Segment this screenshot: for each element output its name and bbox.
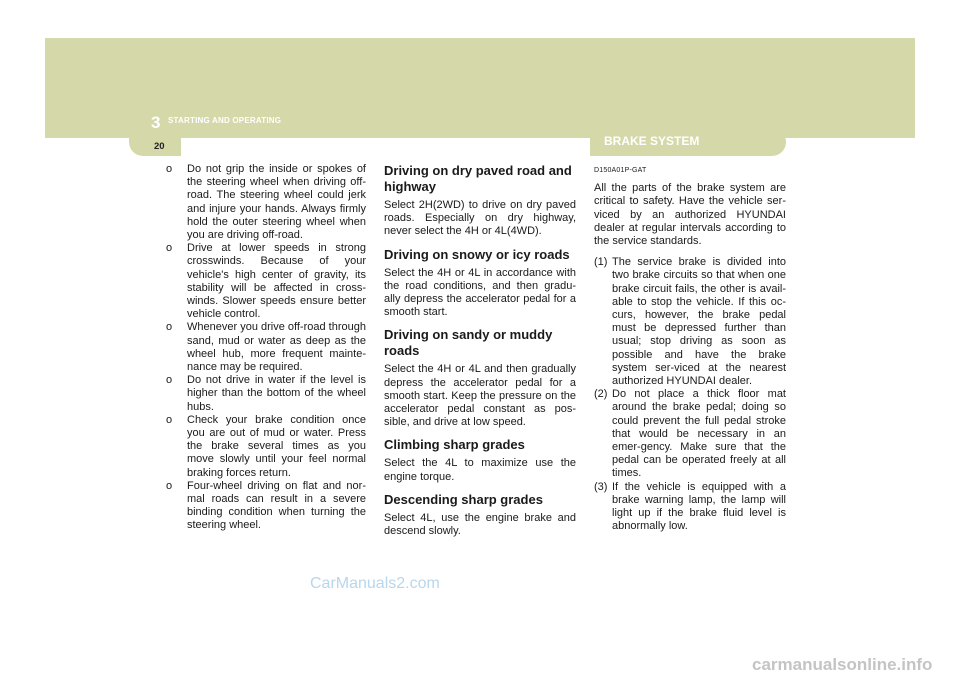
chapter-title: STARTING AND OPERATING — [168, 116, 282, 125]
column-brake-system — [594, 163, 786, 533]
body-sandy-muddy: Select the 4H or 4L and then gradually depress the accelerator pedal for a smooth start. Keep the pressure on the accelerator pedal constant as pos-sible, and drive at low speed. — [384, 363, 576, 429]
chapter-number: 3 — [151, 113, 161, 132]
list-item: o Four-wheel driving on flat and nor-mal roads can result in a severe binding condition when turning the steering wheel. — [166, 479, 366, 532]
bullet-marker: o — [166, 374, 173, 387]
list-item: (1) The service brake is divided into two brake circuits so that when one brake circuit fails, the other is avail-able to stop the vehicle. If this oc-curs, however, the brake pedal must be depressed further than usual; stop driving as soon as possible and have the brake system ser-viced at the nearest authorized HYUNDAI dealer. — [594, 256, 786, 388]
bullet-marker: o — [166, 242, 173, 255]
body-dry-paved: Select 2H(2WD) to drive on dry paved roads. Especially on dry highway, never select the 4H or 4L(4WD). — [384, 199, 576, 238]
body-snowy-icy: Select the 4H or 4L in accordance with the road conditions, and then gradu-ally depress the accelerator pedal for a smooth start. — [384, 266, 576, 319]
column-offroad-tips — [166, 163, 366, 533]
heading-descending: Descending sharp grades — [384, 491, 543, 507]
page-number: 20 — [154, 141, 165, 152]
list-item: (2) Do not place a thick floor mat around the brake pedal; doing so could prevent the full pedal stroke that would be necessary in an emer-gency. Make sure that the pedal can be operated freely at all times. — [594, 388, 786, 480]
heading-climbing: Climbing sharp grades — [384, 437, 525, 453]
heading-snowy-icy: Driving on snowy or icy roads — [384, 246, 570, 262]
heading-sandy-muddy: Driving on sandy or muddy roads — [384, 327, 553, 359]
section-title: BRAKE SYSTEM — [604, 134, 700, 148]
list-item: o Do not drive in water if the level is higher than the bottom of the wheel hubs. — [166, 374, 366, 413]
tips-list — [166, 163, 366, 533]
bullet-marker: o — [166, 479, 173, 492]
bullet-marker: o — [166, 413, 173, 426]
heading-dry-paved: Driving on dry paved road and highway — [384, 163, 572, 194]
section-code: D150A01P-GAT — [594, 167, 647, 174]
brake-intro: All the parts of the brake system are critical to safety. Have the vehicle ser-viced by an authorized HYUNDAI dealer at regular intervals according to the service standards. — [594, 182, 786, 248]
watermark-carmanualsonline: carmanualsonline.info — [752, 655, 933, 674]
body-climbing: Select the 4L to maximize use the engine torque. — [384, 457, 576, 483]
list-item: o Do not grip the inside or spokes of the steering wheel when driving off-road. The steering wheel could jerk and injure your hands. Always firmly hold the outer steering wheel when you are driving off-road. — [166, 163, 366, 242]
watermark-carmanuals2: CarManuals2.com — [310, 575, 440, 592]
list-item: o Check your brake condition once you are out of mud or water. Press the brake several times as you move slowly until your feel normal braking forces return. — [166, 413, 366, 479]
list-item: o Drive at lower speeds in strong crosswinds. Because of your vehicle's high center of gravity, its stability will be affected in cross-winds. Slower speeds ensure better vehicle control. — [166, 242, 366, 321]
body-descending: Select 4L, use the engine brake and descend slowly. — [384, 511, 576, 538]
list-item: o Whenever you drive off-road through sand, mud or water as deep as the wheel hub, more frequent mainte-nance may be required. — [166, 321, 366, 374]
list-item: (3) If the vehicle is equipped with a brake warning lamp, the lamp will light up if the brake fluid level is abnormally low. — [594, 480, 786, 533]
bullet-marker: o — [166, 163, 173, 175]
column-driving-modes — [384, 163, 576, 546]
bullet-marker: o — [166, 321, 173, 334]
brake-list — [594, 256, 786, 533]
